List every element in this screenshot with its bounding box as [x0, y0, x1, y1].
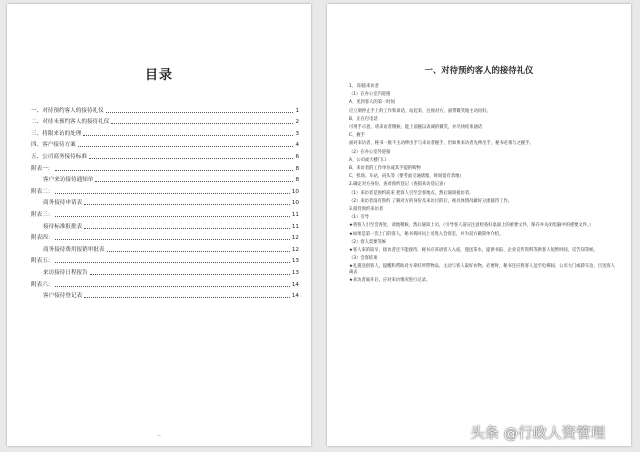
toc-entry-page: 8 [295, 177, 299, 184]
toc-entry-text: 五、公司商务接待标准 [31, 153, 87, 160]
toc-entry-text: 附表五： [31, 258, 54, 265]
toc-entry[interactable] [31, 172, 299, 184]
toc-entry[interactable] [31, 195, 299, 207]
body-paragraph: 1、 阳接来访者 [349, 84, 379, 89]
toc-entry[interactable] [31, 253, 299, 265]
body-paragraph: A、见到客人的第一时间 [349, 100, 395, 106]
body-paragraph: ★如果是第一次上门的客人，秘书将回问上司进入会客室，并为双方做简单介绍。 [349, 231, 504, 237]
toc-entry-text: 一、对待预约客人的接待礼仪 [31, 107, 104, 114]
toc-dot-leader [89, 158, 293, 159]
toc-entry-text: 附表二： [31, 188, 54, 195]
toc-entry[interactable] [31, 102, 299, 114]
toc-dot-leader [78, 146, 294, 147]
toc-entry-text: 附表一： [31, 165, 54, 172]
toc-entry-page: 12 [291, 246, 299, 253]
body-paragraph: （3）会客结束 [349, 256, 378, 262]
content-page [327, 4, 631, 446]
toc-entry-page: 14 [291, 281, 299, 288]
toc-entry-page: 10 [291, 200, 299, 207]
toc-title: 目录 [144, 68, 173, 83]
toc-entry[interactable] [31, 264, 299, 276]
watermark: 头条 @行政人资管理 [470, 426, 606, 442]
toc-entry-page: 2 [295, 119, 299, 126]
toc-entry-page: 10 [291, 188, 299, 195]
toc-dot-leader [84, 228, 290, 229]
toc-entry[interactable] [31, 114, 299, 126]
body-paragraph: ★将客人引至会客处，请他稍候，然后通知上司。（引导客人前应注意检查好桌面上的重要文件，保存并关闭电脑中的重要文件。） [349, 223, 594, 229]
toc-dot-leader [55, 193, 289, 194]
toc-dot-leader [55, 216, 289, 217]
toc-entry-text: 来访接待日程报告 [43, 269, 88, 276]
toc-entry-text: 商务接待费用报销审批表 [43, 246, 105, 253]
toc-entry-page: 12 [291, 235, 299, 242]
body-paragraph: （1）在办公室内迎接 [349, 92, 391, 98]
body-paragraph: 3.接待预约来访者 [349, 207, 384, 213]
toc-dot-leader [55, 239, 289, 240]
body-paragraph: 面对来访者，秘书一般不主动伸出手与来访者握手，但如果来访者先伸出手，秘书必须与之握手。 [349, 141, 534, 147]
body-paragraph: A、公司或大楼门口 [349, 157, 387, 163]
toc-dot-leader [84, 204, 290, 205]
body-paragraph: （1）引导 [349, 215, 369, 221]
toc-entry[interactable] [31, 206, 299, 218]
toc-entry-page: 11 [291, 211, 299, 218]
toc-entry[interactable] [31, 183, 299, 195]
toc-entry[interactable] [31, 160, 299, 172]
body-paragraph: （2）客人需要等候 [349, 239, 387, 245]
toc-entry-text: 附表六： [31, 281, 54, 288]
body-paragraph: B、来访者的工作单位或其手提的购物 [349, 166, 421, 172]
toc-entry[interactable] [31, 230, 299, 242]
toc-entry[interactable] [31, 276, 299, 288]
body-paragraph: C、握手 [349, 133, 365, 139]
toc-dot-leader [106, 112, 294, 113]
toc-entry-page: 8 [295, 165, 299, 172]
body-paragraph: ★来访者离开后，应对来访情况进行记录。 [349, 278, 431, 284]
body-paragraph: ★礼貌送别客人，提醒和帮助对方拿好所带物品，主动与客人取好衣物。必要时，秘书还应将客人送至电梯间、公司大门或轿车边，目送客人离去 [349, 264, 615, 276]
toc-entry-page: 13 [291, 269, 299, 276]
toc-dot-leader [111, 123, 293, 124]
toc-entry[interactable] [31, 125, 299, 137]
toc-entry-page: 3 [295, 130, 299, 137]
section-body [349, 84, 617, 286]
toc-entry-page: 13 [291, 258, 299, 265]
toc-entry-text: 二、对待未预约客人的接待礼仪 [31, 119, 110, 126]
toc-dot-leader [55, 262, 289, 263]
toc-entry-page: 4 [295, 142, 299, 149]
toc-entry-page: 1 [295, 107, 299, 114]
toc-dot-leader [55, 286, 289, 287]
toc-entry[interactable] [31, 137, 299, 149]
toc-dot-leader [55, 170, 293, 171]
toc-entry-page: 14 [291, 293, 299, 300]
toc-dot-leader [84, 297, 290, 298]
toc-entry-page: 11 [291, 223, 299, 230]
toc-entry[interactable] [31, 148, 299, 160]
toc-entry-text: 附表四： [31, 235, 54, 242]
toc-dot-leader [107, 251, 290, 252]
toc-entry-page: 6 [295, 153, 299, 160]
toc-entry-text: 三、将限来访的处理 [31, 130, 82, 137]
toc-entry-text: 商务接待申请表 [43, 200, 83, 207]
toc-entry[interactable] [31, 288, 299, 300]
toc-page [7, 4, 311, 446]
toc-entry[interactable] [31, 218, 299, 230]
body-paragraph: 可用手示意，请来访者稍候，能上前握以表诚的微笑，并尽快结束通话 [349, 125, 483, 131]
toc-entry-text: 客户接待登记表 [43, 293, 83, 300]
body-paragraph: （2）在办公室外迎接 [349, 149, 391, 155]
body-paragraph: （1）来访者是预约前来 把客人引至会客地点，然后通知接访者。 [349, 190, 474, 196]
page-number: — [157, 433, 161, 438]
body-paragraph: 应立刻停止手上的工作和谈话，站起来，注视对方，面带微笑地主动问好。 [349, 108, 491, 114]
toc-dot-leader [95, 181, 293, 182]
toc-entry-text: 四、客户接待方案 [31, 142, 76, 149]
toc-entry-text: 接待标准报批表 [43, 223, 83, 230]
body-paragraph: C、机场、车站、码头等（要考虑交通堵塞，时间留有余地） [349, 174, 464, 180]
body-paragraph: B、正在打电话 [349, 116, 378, 122]
body-paragraph: ★客人来的较早，接访者还不能接待，秘书应该请客人入座，递送茶水，提供书报、企业宣传资料等供客人短暂时间，反告知等候。 [349, 248, 598, 254]
toc-entry-text: 附表三： [31, 211, 54, 218]
body-paragraph: 2.确定对方身份，查对预约登记（查阅来访登记表） [349, 182, 448, 188]
toc-list [31, 102, 299, 299]
toc-entry-text: 客户来访接待通知单 [43, 177, 94, 184]
toc-entry[interactable] [31, 241, 299, 253]
toc-dot-leader [90, 274, 290, 275]
body-paragraph: （2）来访者没有预约 了解对方的身份及来访目的后，视具体情况做好分流接待工作。 [349, 198, 513, 204]
toc-dot-leader [83, 135, 293, 136]
section-title: 一、对待预约客人的接待礼仪 [424, 65, 534, 75]
